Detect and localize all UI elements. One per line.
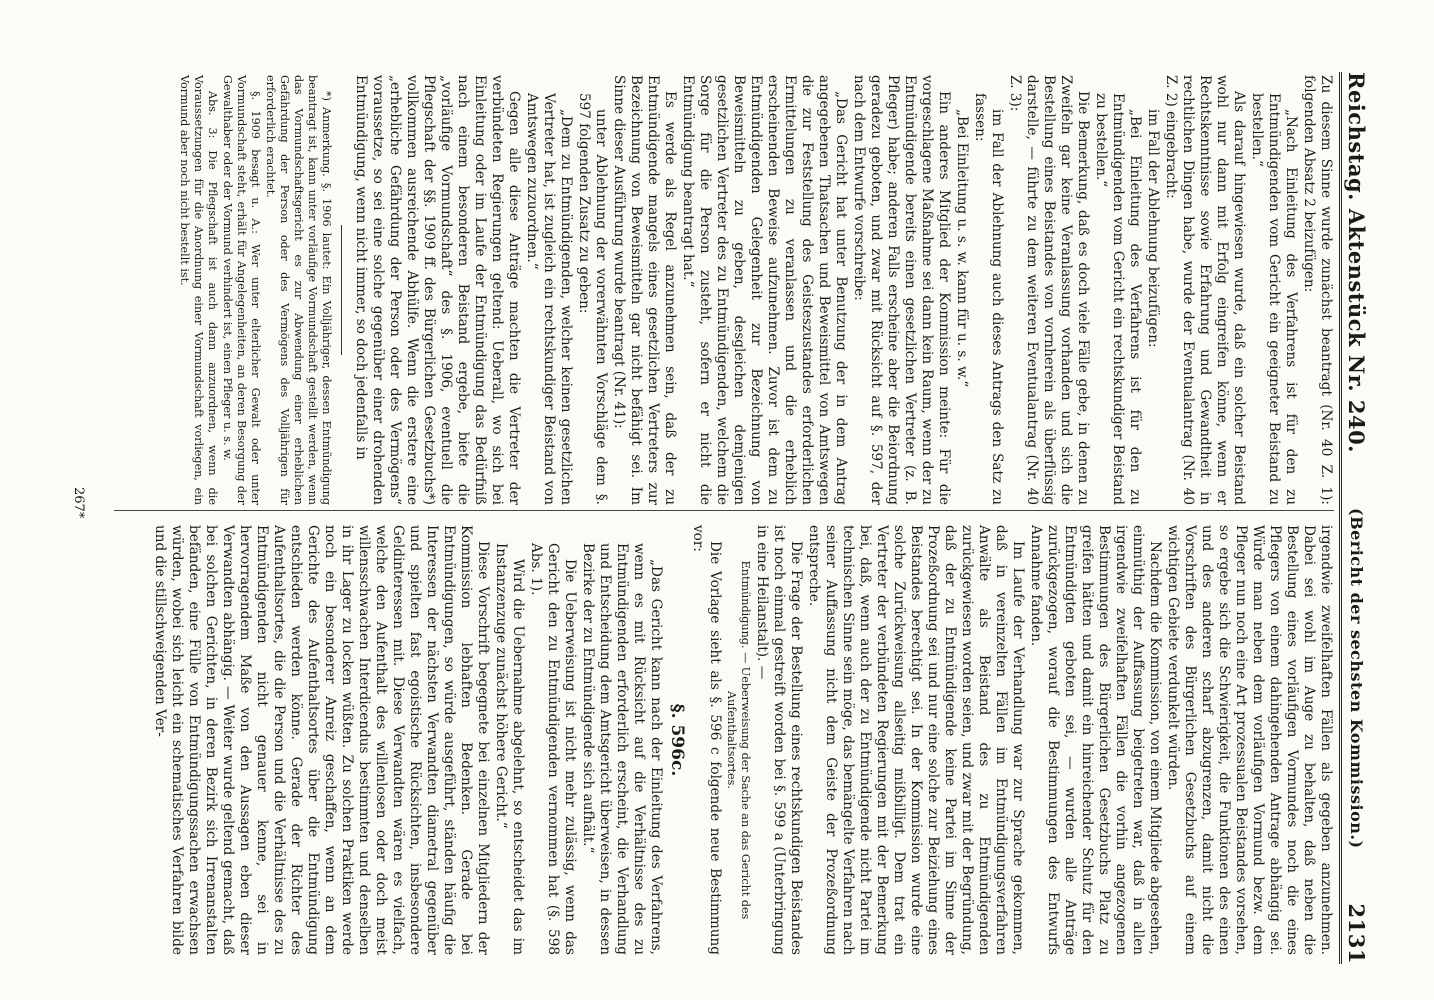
paragraph: Nachdem die Kommission, von einem Mitgliede abgesehen, einmüthig der Auffassung beigetreten war, daß in allen irgendwie zweifelhaften Fällen die vorhin angezogenen Bestimmungen des Bürgerlichen Gesetzbuchs Platz zu greifen hätten und damit ein hinreichender Schutz für den Entmündigten geboten sei, — wurden alle Anträge zurückgezogen, worauf die Bestimmungen des Entwurfs Annahme fanden. <box>1028 525 1163 955</box>
quoted-paragraph: Die Ueberweisung ist nicht mehr zulässig, wenn das Gericht den zu Entmündigenden vernommen hat (§. 598 Abs. 1). <box>528 543 578 955</box>
quoted-paragraph: „Bei Einleitung des Verfahrens ist für den zu Entmündigenden vom Gericht ein rechtskundiger Beistand zu bestellen.“ <box>1093 93 1143 505</box>
left-column <box>176 75 1334 505</box>
paragraph: Die Frage der Bestellung eines rechtskundigen Beistandes ist noch einmal gestreift worden bei §. 599 a (Unterbringung in eine Heilanstalt). — <box>754 525 804 955</box>
header-middle: (Bericht der sechsten Kommission.) <box>1347 508 1367 849</box>
paragraph: Ein anderes Mitglied der Kommission meinte: Für die vorgeschlagene Maßnahme sei dann kein Raum, wenn der zu Entmündigende bereits einen gesetzlichen Vertreter (z. B. Pfleger) habe; anderen Falls erscheine aber die Beiordnung geradezu geboten, und zwar mit Rücksicht auf §. 597, der nach dem Entwurfe vorschreibe: <box>851 75 952 505</box>
quoted-paragraph: „Dem zu Entmündigenden, welcher keinen gesetzlichen Vertreter hat, ist zugleich ein rechtskundiger Beistand von Amtswegen zuzuordnen.“ <box>524 93 574 505</box>
paragraph: Es werde als Regel anzunehmen sein, daß der zu Entmündigende mangels eines gesetzlichen Vertreters zur Bezeichnung von Beweismitteln gar nicht befähigt sei. Im Sinne dieser Ausführung wurde beantragt (Nr. 41): <box>611 75 678 505</box>
paragraph: Die Bemerkung, daß es doch viele Fälle gebe, in denen zu Zweifeln gar keine Veranlassung vorhanden und sich die Bestellung eines Beistandes von vornherein als überflüssig darstelle, — führte zu dem weiteren Eventualantrag (Nr. 40 Z. 3): <box>1007 75 1091 505</box>
section-heading: Entmündigung. — Ueberweisung der Sache an das Gericht des Aufenthaltsortes. <box>725 560 752 920</box>
footnote: Abs. 3: Die Pflegschaft ist auch dann anzuordnen, wenn die Voraussetzungen für die Anordnung einer Vormundschaft vorliegen, ein Vormund aber noch nicht bestellt ist. <box>178 75 219 505</box>
paragraph: unter Ablehnung der vorerwähnten Vorschläge dem §. 597 folgenden Zusatz zu geben: <box>576 93 609 505</box>
paragraph: im Fall der Ablehnung auch dieses Antrags den Satz zu fassen: <box>972 93 1005 505</box>
section-number: §. 596c. <box>667 703 687 777</box>
page-header <box>1339 72 1372 964</box>
footnote: *) Anmerkung. §. 1906 lautet: Ein Volljähriger, dessen Entmündigung beantragt ist, kann unter vorläufige Vormundschaft gestellt werden, wenn das Vormundschaftsgericht es zur Abwendung einer erheblichen Gefährdung der Person oder des Vermögens des Volljährigen für erforderlich erachtet. <box>264 75 333 505</box>
footnote-separator <box>341 225 342 355</box>
quoted-paragraph: „Nach Einleitung des Verfahrens ist für den zu Entmündigenden vom Gericht ein geeigneter Beistand zu bestellen.“ <box>1249 93 1299 505</box>
paragraph: Diese Vorschrift begegnete bei einzelnen Mitgliedern der Kommission lebhaften Bedenken. Gerade bei Entmündigungen, so würde ausgeführt, ständen häufig die Interessen der nächsten Verwandten diametral gegenüber und spielten fast egoistische Rücksichten, insbesondere Geldinteressen mit. Diese Verwandten wären es vielfach, welche den Aufenthalt des willenlosen oder doch meist willensschwachen Interdicendus bestimmten und denselben in ihr Lager zu locken wüßten. Zu solchen Praktiken werde noch ein besonderer Anreiz geschaffen, wenn an dem Gerichte des Aufenthaltsortes über die Entmündigung entschieden werden könne. Gerade der Richter des Aufenthaltsortes, die die Person und die Verhältnisse des zu Entmündigenden nicht genauer kenne, sei in hervorragendem Maße von den Aussagen eben dieser Verwandten abhängig. — Weiter wurde geltend gemacht, daß bei solchen Gerichten, in deren Bezirk sich Irrenanstalten befänden, eine Fülle von Entmündigungssachen erwachsen würden, wobei sich leicht ein schematisches Verfahren bilde und die stillschweigenden Ver- <box>152 525 491 955</box>
column-divider <box>114 510 1334 511</box>
paragraph: Gegen alle diese Anträge machten die Vertreter der verbündeten Regierungen geltend: Ueberall, wo sich bei Einleitung oder im Laufe der Entmündigung das Bedürfniß nach einem besonderen Beistand ergebe, biete die „vorläufige Vormundschaft“ des §. 1906, eventuell die Pflegschaft der §§. 1909 ff. des Bürgerlichen Gesetzbuchs*) vollkommen ausreichende Abhülfe. Wenn die erstere eine „erhebliche Gefährdung der Person oder des Vermögens“ voraussetze, so sei eine solche gegenüber einer drohenden Entmündigung, wenn nicht immer, so doch jedenfalls in <box>353 75 522 505</box>
quoted-paragraph: „Das Gericht kann nach der Einleitung des Verfahrens, wenn es mit Rücksicht auf die Verhältnisse des zu Entmündigenden erforderlich erscheint, die Verhandlung und Entscheidung dem Amtsgericht überweisen, in dessen Bezirke der zu Entmündigende sich aufhält.“ <box>580 543 664 955</box>
footer-number: 267* <box>71 487 86 519</box>
page-number: 2131 <box>1344 903 1370 964</box>
quoted-paragraph: „Bei Einleitung u. s. w. kann für u. s. w.“ <box>954 109 970 388</box>
paragraph: Als darauf hingewiesen wurde, daß ein solcher Beistand wohl nur dann mit Erfolg eingreifen könne, wenn er Rechtskenntnisse sowie Erfahrung und Gewandtheit in rechtlichen Dingen habe, wurde der Eventualantrag (Nr. 40 Z. 2) eingebracht: <box>1163 75 1247 505</box>
quoted-paragraph: „Das Gericht hat unter Benutzung der in dem Antrag angegebenen Thatsachen und Beweismittel von Amtswegen die zur Feststellung des Geisteszustandes erforderlichen Ermittelungen zu veranlassen und die erheblich erscheinenden Beweise aufzunehmen. Zuvor ist dem zu Entmündigenden Gelegenheit zur Bezeichnung von Beweismitteln zu geben, desgleichen demjenigen gesetzlichen Vertreter des zu Entmündigenden, welchem die Sorge für die Person zusteht, sofern er nicht die Entmündigung beantragt hat.“ <box>680 75 849 505</box>
paragraph: Die Vorlage sieht als §. 596 c folgende neue Bestimmung vor: <box>690 525 723 955</box>
right-column <box>150 525 1334 955</box>
paragraph: irgendwie zweifelhaften Fällen als gegeben anzunehmen. Dabei sei wohl im Auge zu behalten, daß neben die Bestellung eines vorläufigen Vormundes noch die eines Pflegers von einem dahingehenden Antrage abhängig sei. Würde man neben dem vorläufigen Vormund bezw. dem Pfleger nun noch eine Art prozessualen Beistandes vorsehen, so ergebe sich die Schwierigkeit, die Funktionen des einen und des anderen scharf abzugrenzen, damit nicht die Vorschriften des Bürgerlichen Gesetzbuchs auf einem wichtigen Gebiete verdunkelt würden. <box>1165 525 1334 955</box>
paragraph: Zu diesem Sinne wurde zunächst beantragt (Nr. 40 Z. 1): folgenden Absatz 2 beizufügen: <box>1301 75 1334 505</box>
paragraph: Im Laufe der Verhandlung war zur Sprache gekommen, daß in vereinzelten Fällen im Entmündigungsverfahren Anwälte als Beistand des zu Entmündigenden zurückgewiesen worden seien, und zwar mit der Begründung, daß der zu Entmündigende keine Partei im Sinne der Prozeßordnung sei und nur eine solche zur Beiziehung eines Beistandes berechtigt sei. In der Kommission wurde eine solche Zurückweisung allseitig mißbilligt. Dem trat ein Vertreter der verbündeten Regierungen mit der Bemerkung bei, daß, wenn auch der zu Entmündigende nicht Partei im technischen Sinne sein möge, das bemängelte Verfahren nach seiner Auffassung nicht dem Geiste der Prozeßordnung entspreche. <box>806 525 1026 955</box>
paragraph: im Fall der Ablehnung beizufügen: <box>1145 109 1161 348</box>
footnote: §. 1909 besagt u. A.: Wer unter elterlicher Gewalt oder unter Vormundschaft steht, erhält für Angelegenheiten, an deren Besorgung der Gewalthaber oder der Vormund verhindert ist, einen Pfleger u. s. w. <box>221 75 262 505</box>
header-left: Reichstag. Aktenstück Nr. 240. <box>1344 72 1370 453</box>
quoted-paragraph: Wird die Uebernahme abgelehnt, so entscheidet das im Instanzenzuge zunächst höhere Gericht.“ <box>493 543 526 955</box>
